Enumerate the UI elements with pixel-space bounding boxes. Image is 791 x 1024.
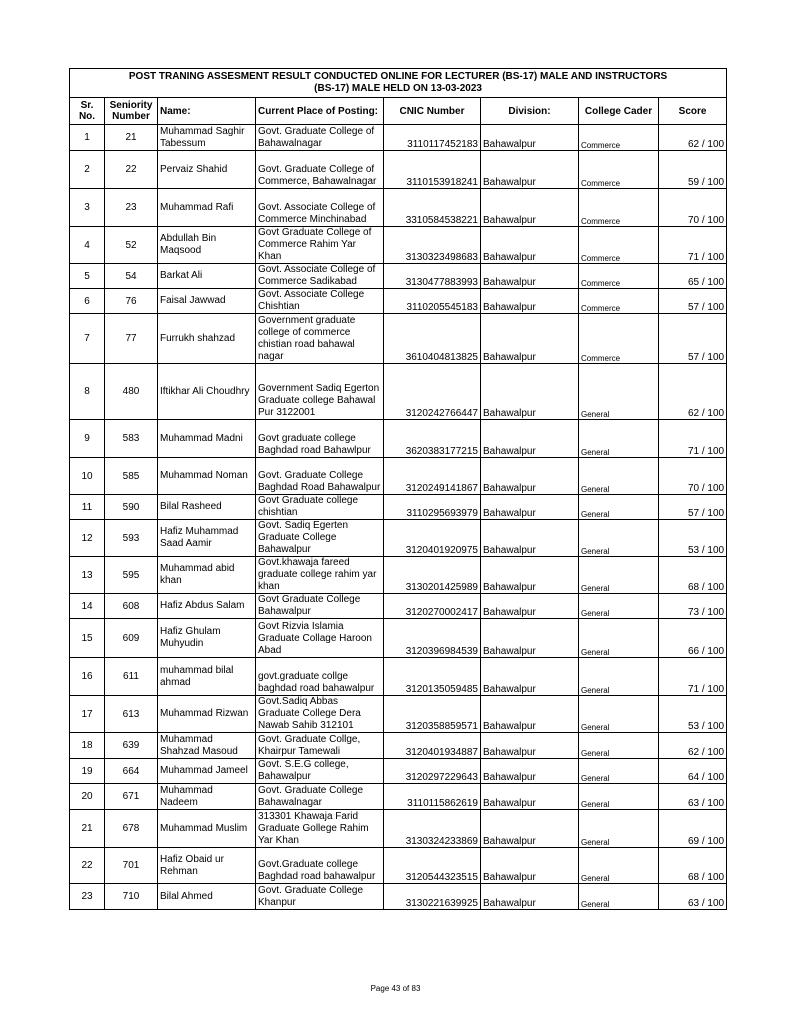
- cell-score: 68 / 100: [659, 848, 727, 884]
- table-row: [70, 733, 727, 759]
- cell-seniority: 22: [105, 151, 158, 189]
- table-row: [70, 884, 727, 910]
- cell-score: 70 / 100: [659, 458, 727, 495]
- cell-division: Bahawalpur: [481, 884, 579, 910]
- cell-sr: 4: [70, 227, 105, 264]
- cell-sr: 13: [70, 557, 105, 594]
- cell-score: 59 / 100: [659, 151, 727, 189]
- table-row: [70, 696, 727, 733]
- table-row: [70, 495, 727, 520]
- table-row: [70, 848, 727, 884]
- cell-sr: 11: [70, 495, 105, 520]
- cell-division: Bahawalpur: [481, 658, 579, 696]
- cell-name: Furrukh shahzad: [158, 314, 256, 364]
- table-title: [70, 69, 727, 98]
- cell-cader: General: [579, 696, 659, 733]
- header-score: Score: [659, 98, 727, 125]
- cell-score: 63 / 100: [659, 884, 727, 910]
- cell-cnic: 3120270002417: [384, 594, 481, 619]
- cell-seniority: 609: [105, 619, 158, 658]
- cell-sr: 2: [70, 151, 105, 189]
- cell-seniority: 76: [105, 289, 158, 314]
- cell-cader: General: [579, 557, 659, 594]
- cell-seniority: 21: [105, 125, 158, 151]
- cell-cnic: 3610404813825: [384, 314, 481, 364]
- cell-name: Hafiz Obaid ur Rehman: [158, 848, 256, 884]
- cell-seniority: 583: [105, 420, 158, 458]
- cell-name: Barkat Ali: [158, 264, 256, 289]
- cell-place: Government graduate college of commerce chistian road bahawal nagar: [256, 314, 384, 364]
- cell-sr: 6: [70, 289, 105, 314]
- page-footer: Page 43 of 83: [370, 984, 421, 993]
- cell-sr: 17: [70, 696, 105, 733]
- cell-score: 68 / 100: [659, 557, 727, 594]
- cell-cnic: 3130477883993: [384, 264, 481, 289]
- cell-division: Bahawalpur: [481, 759, 579, 784]
- cell-cnic: 3120358859571: [384, 696, 481, 733]
- cell-score: 73 / 100: [659, 594, 727, 619]
- cell-cader: General: [579, 594, 659, 619]
- cell-division: Bahawalpur: [481, 314, 579, 364]
- table-row: [70, 658, 727, 696]
- cell-cnic: 3120401934887: [384, 733, 481, 759]
- cell-score: 64 / 100: [659, 759, 727, 784]
- cell-cader: General: [579, 619, 659, 658]
- cell-division: Bahawalpur: [481, 289, 579, 314]
- header-place: Current Place of Posting:: [256, 98, 384, 125]
- cell-division: Bahawalpur: [481, 520, 579, 557]
- cell-name: Iftikhar Ali Choudhry: [158, 364, 256, 420]
- cell-cnic: 3110115862619: [384, 784, 481, 810]
- cell-cnic: 3110205545183: [384, 289, 481, 314]
- cell-division: Bahawalpur: [481, 810, 579, 848]
- cell-cader: General: [579, 495, 659, 520]
- cell-name: Muhammad Nadeem: [158, 784, 256, 810]
- cell-sr: 10: [70, 458, 105, 495]
- title-line-2: (BS-17) MALE HELD ON 13-03-2023: [314, 83, 482, 94]
- table-row: [70, 520, 727, 557]
- cell-sr: 8: [70, 364, 105, 420]
- table-row: [70, 810, 727, 848]
- cell-seniority: 480: [105, 364, 158, 420]
- cell-cader: Commerce: [579, 227, 659, 264]
- table-body: [70, 125, 727, 910]
- cell-score: 62 / 100: [659, 364, 727, 420]
- cell-place: govt.graduate collge baghdad road bahawalpur: [256, 658, 384, 696]
- cell-seniority: 77: [105, 314, 158, 364]
- cell-place: Govt.khawaja fareed graduate college rahim yar khan: [256, 557, 384, 594]
- cell-name: muhammad bilal ahmad: [158, 658, 256, 696]
- cell-cader: Commerce: [579, 125, 659, 151]
- cell-cader: Commerce: [579, 314, 659, 364]
- cell-seniority: 710: [105, 884, 158, 910]
- cell-place: Govt. S.E.G college, Bahawalpur: [256, 759, 384, 784]
- cell-name: Faisal Jawwad: [158, 289, 256, 314]
- cell-seniority: 54: [105, 264, 158, 289]
- cell-sr: 18: [70, 733, 105, 759]
- cell-name: Muhammad Saghir Tabessum: [158, 125, 256, 151]
- cell-cnic: 3130221639925: [384, 884, 481, 910]
- cell-division: Bahawalpur: [481, 495, 579, 520]
- title-line-1: POST TRANING ASSESMENT RESULT CONDUCTED ONLINE FOR LECTURER (BS-17) MALE AND INSTRUCTORS: [128, 71, 668, 82]
- cell-score: 53 / 100: [659, 520, 727, 557]
- cell-score: 65 / 100: [659, 264, 727, 289]
- cell-seniority: 678: [105, 810, 158, 848]
- table-row: [70, 364, 727, 420]
- cell-place: Govt. Associate College Chishtian: [256, 289, 384, 314]
- cell-place: Govt. Graduate College Khanpur: [256, 884, 384, 910]
- cell-cader: General: [579, 848, 659, 884]
- cell-sr: 1: [70, 125, 105, 151]
- cell-place: Govt. Graduate College Bahawalnagar: [256, 784, 384, 810]
- header-cader: College Cader: [579, 98, 659, 125]
- cell-sr: 15: [70, 619, 105, 658]
- cell-name: Hafiz Ghulam Muhyudin: [158, 619, 256, 658]
- cell-cader: Commerce: [579, 264, 659, 289]
- cell-cader: General: [579, 733, 659, 759]
- cell-place: Govt. Graduate College of Commerce, Bahawalnagar: [256, 151, 384, 189]
- table-row: [70, 151, 727, 189]
- cell-score: 71 / 100: [659, 658, 727, 696]
- cell-name: Muhammad Shahzad Masoud: [158, 733, 256, 759]
- cell-cader: General: [579, 520, 659, 557]
- cell-score: 57 / 100: [659, 289, 727, 314]
- cell-cnic: 3110153918241: [384, 151, 481, 189]
- cell-seniority: 611: [105, 658, 158, 696]
- cell-place: Government Sadiq Egerton Graduate college Bahawal Pur 3122001: [256, 364, 384, 420]
- cell-place: 313301 Khawaja Farid Graduate Gollege Rahim Yar Khan: [256, 810, 384, 848]
- cell-place: Govt. Associate College of Commerce Sadikabad: [256, 264, 384, 289]
- cell-seniority: 664: [105, 759, 158, 784]
- cell-score: 62 / 100: [659, 733, 727, 759]
- cell-cnic: 3120297229643: [384, 759, 481, 784]
- cell-cader: General: [579, 784, 659, 810]
- table-row: [70, 227, 727, 264]
- cell-seniority: 595: [105, 557, 158, 594]
- cell-name: Muhammad Rizwan: [158, 696, 256, 733]
- header-seniority: Seniority Number: [105, 98, 158, 125]
- table-row: [70, 784, 727, 810]
- header-division: Division:: [481, 98, 579, 125]
- cell-cnic: 3120396984539: [384, 619, 481, 658]
- cell-score: 62 / 100: [659, 125, 727, 151]
- cell-division: Bahawalpur: [481, 557, 579, 594]
- cell-cnic: 3310584538221: [384, 189, 481, 227]
- cell-cader: General: [579, 810, 659, 848]
- cell-cader: Commerce: [579, 151, 659, 189]
- cell-sr: 21: [70, 810, 105, 848]
- cell-division: Bahawalpur: [481, 151, 579, 189]
- cell-cader: General: [579, 458, 659, 495]
- cell-division: Bahawalpur: [481, 696, 579, 733]
- cell-sr: 3: [70, 189, 105, 227]
- cell-cnic: 3130323498683: [384, 227, 481, 264]
- cell-name: Muhammad Muslim: [158, 810, 256, 848]
- cell-cader: General: [579, 364, 659, 420]
- cell-sr: 23: [70, 884, 105, 910]
- table-row: [70, 264, 727, 289]
- header-name: Name:: [158, 98, 256, 125]
- cell-cnic: 3120249141867: [384, 458, 481, 495]
- cell-cnic: 3130324233869: [384, 810, 481, 848]
- cell-score: 63 / 100: [659, 784, 727, 810]
- cell-seniority: 585: [105, 458, 158, 495]
- cell-name: Muhammad Jameel: [158, 759, 256, 784]
- table-row: [70, 557, 727, 594]
- cell-sr: 22: [70, 848, 105, 884]
- cell-cnic: 3120135059485: [384, 658, 481, 696]
- cell-score: 53 / 100: [659, 696, 727, 733]
- cell-score: 70 / 100: [659, 189, 727, 227]
- cell-place: Govt. Graduate College Baghdad Road Bahawalpur: [256, 458, 384, 495]
- table-row: [70, 619, 727, 658]
- cell-sr: 19: [70, 759, 105, 784]
- header-row: [70, 98, 727, 125]
- cell-division: Bahawalpur: [481, 227, 579, 264]
- cell-name: Muhammad Noman: [158, 458, 256, 495]
- cell-cader: General: [579, 420, 659, 458]
- cell-name: Abdullah Bin Maqsood: [158, 227, 256, 264]
- cell-cader: Commerce: [579, 189, 659, 227]
- cell-name: Muhammad Madni: [158, 420, 256, 458]
- cell-seniority: 593: [105, 520, 158, 557]
- cell-place: Govt. Associate College of Commerce Minchinabad: [256, 189, 384, 227]
- table-row: [70, 759, 727, 784]
- cell-place: Govt graduate college Baghdad road Bahawlpur: [256, 420, 384, 458]
- cell-name: Bilal Ahmed: [158, 884, 256, 910]
- cell-sr: 14: [70, 594, 105, 619]
- cell-name: Hafiz Abdus Salam: [158, 594, 256, 619]
- cell-score: 71 / 100: [659, 420, 727, 458]
- cell-place: Govt. Sadiq Egerten Graduate College Bahawalpur: [256, 520, 384, 557]
- cell-cnic: 3110117452183: [384, 125, 481, 151]
- cell-division: Bahawalpur: [481, 420, 579, 458]
- table-row: [70, 125, 727, 151]
- cell-seniority: 613: [105, 696, 158, 733]
- cell-seniority: 701: [105, 848, 158, 884]
- cell-cnic: 3110295693979: [384, 495, 481, 520]
- cell-name: Muhammad abid khan: [158, 557, 256, 594]
- cell-sr: 7: [70, 314, 105, 364]
- cell-sr: 20: [70, 784, 105, 810]
- cell-place: Govt.Sadiq Abbas Graduate College Dera Nawab Sahib 312101: [256, 696, 384, 733]
- cell-cader: General: [579, 884, 659, 910]
- cell-name: Pervaiz Shahid: [158, 151, 256, 189]
- cell-name: Hafiz Muhammad Saad Aamir: [158, 520, 256, 557]
- cell-seniority: 52: [105, 227, 158, 264]
- cell-name: Bilal Rasheed: [158, 495, 256, 520]
- cell-cader: General: [579, 759, 659, 784]
- cell-cnic: 3120242766447: [384, 364, 481, 420]
- table-row: [70, 189, 727, 227]
- cell-sr: 12: [70, 520, 105, 557]
- cell-division: Bahawalpur: [481, 733, 579, 759]
- cell-division: Bahawalpur: [481, 458, 579, 495]
- cell-place: Govt Graduate College of Commerce Rahim Yar Khan: [256, 227, 384, 264]
- cell-seniority: 639: [105, 733, 158, 759]
- cell-score: 57 / 100: [659, 495, 727, 520]
- cell-division: Bahawalpur: [481, 189, 579, 227]
- cell-score: 57 / 100: [659, 314, 727, 364]
- table-row: [70, 594, 727, 619]
- cell-division: Bahawalpur: [481, 125, 579, 151]
- table-row: [70, 458, 727, 495]
- table-row: [70, 289, 727, 314]
- cell-place: Govt Graduate college chishtian: [256, 495, 384, 520]
- cell-name: Muhammad Rafi: [158, 189, 256, 227]
- cell-cnic: 3120401920975: [384, 520, 481, 557]
- cell-seniority: 590: [105, 495, 158, 520]
- cell-seniority: 608: [105, 594, 158, 619]
- table-row: [70, 420, 727, 458]
- cell-sr: 5: [70, 264, 105, 289]
- cell-place: Govt Rizvia Islamia Graduate Collage Haroon Abad: [256, 619, 384, 658]
- cell-score: 71 / 100: [659, 227, 727, 264]
- cell-sr: 16: [70, 658, 105, 696]
- header-sr: Sr. No.: [70, 98, 105, 125]
- cell-division: Bahawalpur: [481, 594, 579, 619]
- cell-place: Govt Graduate College Bahawalpur: [256, 594, 384, 619]
- cell-place: Govt.Graduate college Baghdad road bahawalpur: [256, 848, 384, 884]
- cell-cnic: 3620383177215: [384, 420, 481, 458]
- cell-sr: 9: [70, 420, 105, 458]
- results-table: [69, 68, 727, 910]
- cell-place: Govt. Graduate Collge, Khairpur Tamewali: [256, 733, 384, 759]
- cell-division: Bahawalpur: [481, 848, 579, 884]
- cell-seniority: 23: [105, 189, 158, 227]
- cell-division: Bahawalpur: [481, 784, 579, 810]
- cell-division: Bahawalpur: [481, 619, 579, 658]
- cell-seniority: 671: [105, 784, 158, 810]
- header-cnic: CNIC Number: [384, 98, 481, 125]
- cell-cader: General: [579, 658, 659, 696]
- cell-place: Govt. Graduate College of Bahawalnagar: [256, 125, 384, 151]
- cell-cnic: 3120544323515: [384, 848, 481, 884]
- cell-score: 69 / 100: [659, 810, 727, 848]
- cell-score: 66 / 100: [659, 619, 727, 658]
- table-row: [70, 314, 727, 364]
- cell-cnic: 3130201425989: [384, 557, 481, 594]
- cell-division: Bahawalpur: [481, 264, 579, 289]
- cell-division: Bahawalpur: [481, 364, 579, 420]
- cell-cader: Commerce: [579, 289, 659, 314]
